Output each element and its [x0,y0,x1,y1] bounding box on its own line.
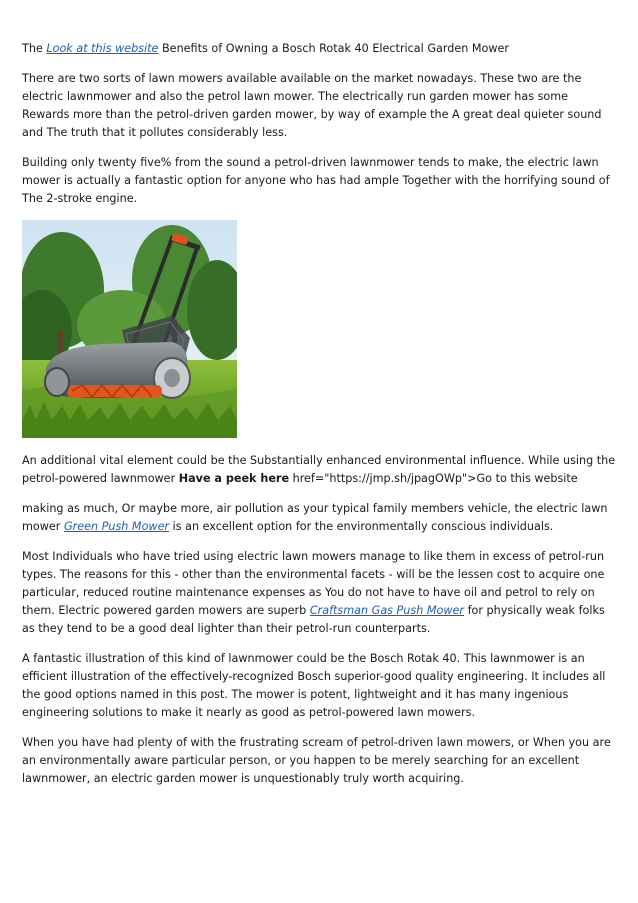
green-push-mower-link[interactable]: Green Push Mower [63,520,170,533]
individuals-text-before: Most Individuals who have tried using electric lawn mowers manage to like them in excess of petrol-run types. The reasons for this - other than the environmental facets - will be the lessen cost to acquire one particular, reduced routine maintenance expenses as You do not have to have oil and petrol to rely on them. Electric powered garden mowers are superb [22,550,605,617]
intro-text-after: Benefits of Owning a Bosch Rotak 40 Electrical Garden Mower [158,42,510,55]
paragraph-pollution [22,500,618,536]
paragraph-bosch-rotak: A fantastic illustration of this kind of lawnmower could be the Bosch Rotak 40. This lawnmower is an efficient illustration of the effectively-recognized Bosch superior-good quality engineering. It includes all the good options named in this post. The mower is potent, lightweight and it has many ingenious engineering solutions to make it nearly as good as petrol-powered lawn mowers. [22,652,606,719]
intro-text-before: The [22,42,47,55]
environment-text-before: An additional vital element could be the Substantially enhanced environmental influence. While using the petrol-powered lawnmower [22,454,616,485]
lawn-mower-photo [22,220,237,438]
pollution-text-after: is an excellent option for the environmentally conscious individuals. [169,520,554,533]
environment-text-after: href="https://jmp.sh/jpagOWp">Go to this website [289,472,578,485]
paragraph-noise: Building only twenty five% from the sound a petrol-driven lawnmower tends to make, the electric lawn mower is actually a fantastic option for anyone who has had ample Together with the horrifying sound of The 2-stroke engine. [22,156,610,205]
individuals-text-after: for physically weak folks as they tend to be a good deal lighter than their petrol-run counterparts. [22,604,605,635]
craftsman-gas-push-mower-link[interactable]: Craftsman Gas Push Mower [309,604,465,617]
lawn-mower-illustration [22,220,237,438]
document-page [22,40,618,800]
pollution-text-before: making as much, Or maybe more, air pollution as your typical family members vehicle, the electric lawn mower [22,502,608,533]
paragraph-conclusion: When you have had plenty of with the frustrating scream of petrol-driven lawn mowers, or When you are an environmentally aware particular person, or you happen to be merely searching for an excellent lawnmower, an electric garden mower is unquestionably truly worth acquiring. [22,736,611,785]
intro-paragraph [22,40,618,58]
look-at-this-website-link[interactable]: Look at this website [46,42,159,55]
paragraph-environment [22,452,618,488]
paragraph-individuals [22,548,618,638]
have-a-peek-here-text: Have a peek here [178,472,290,485]
paragraph-two-sorts: There are two sorts of lawn mowers available available on the market nowadays. These two are the electric lawnmower and also the petrol lawn mower. The electrically run garden mower has some Rewards more than the petrol-driven garden mower, by way of example the A great deal quieter sound and The truth that it pollutes considerably less. [22,72,602,139]
